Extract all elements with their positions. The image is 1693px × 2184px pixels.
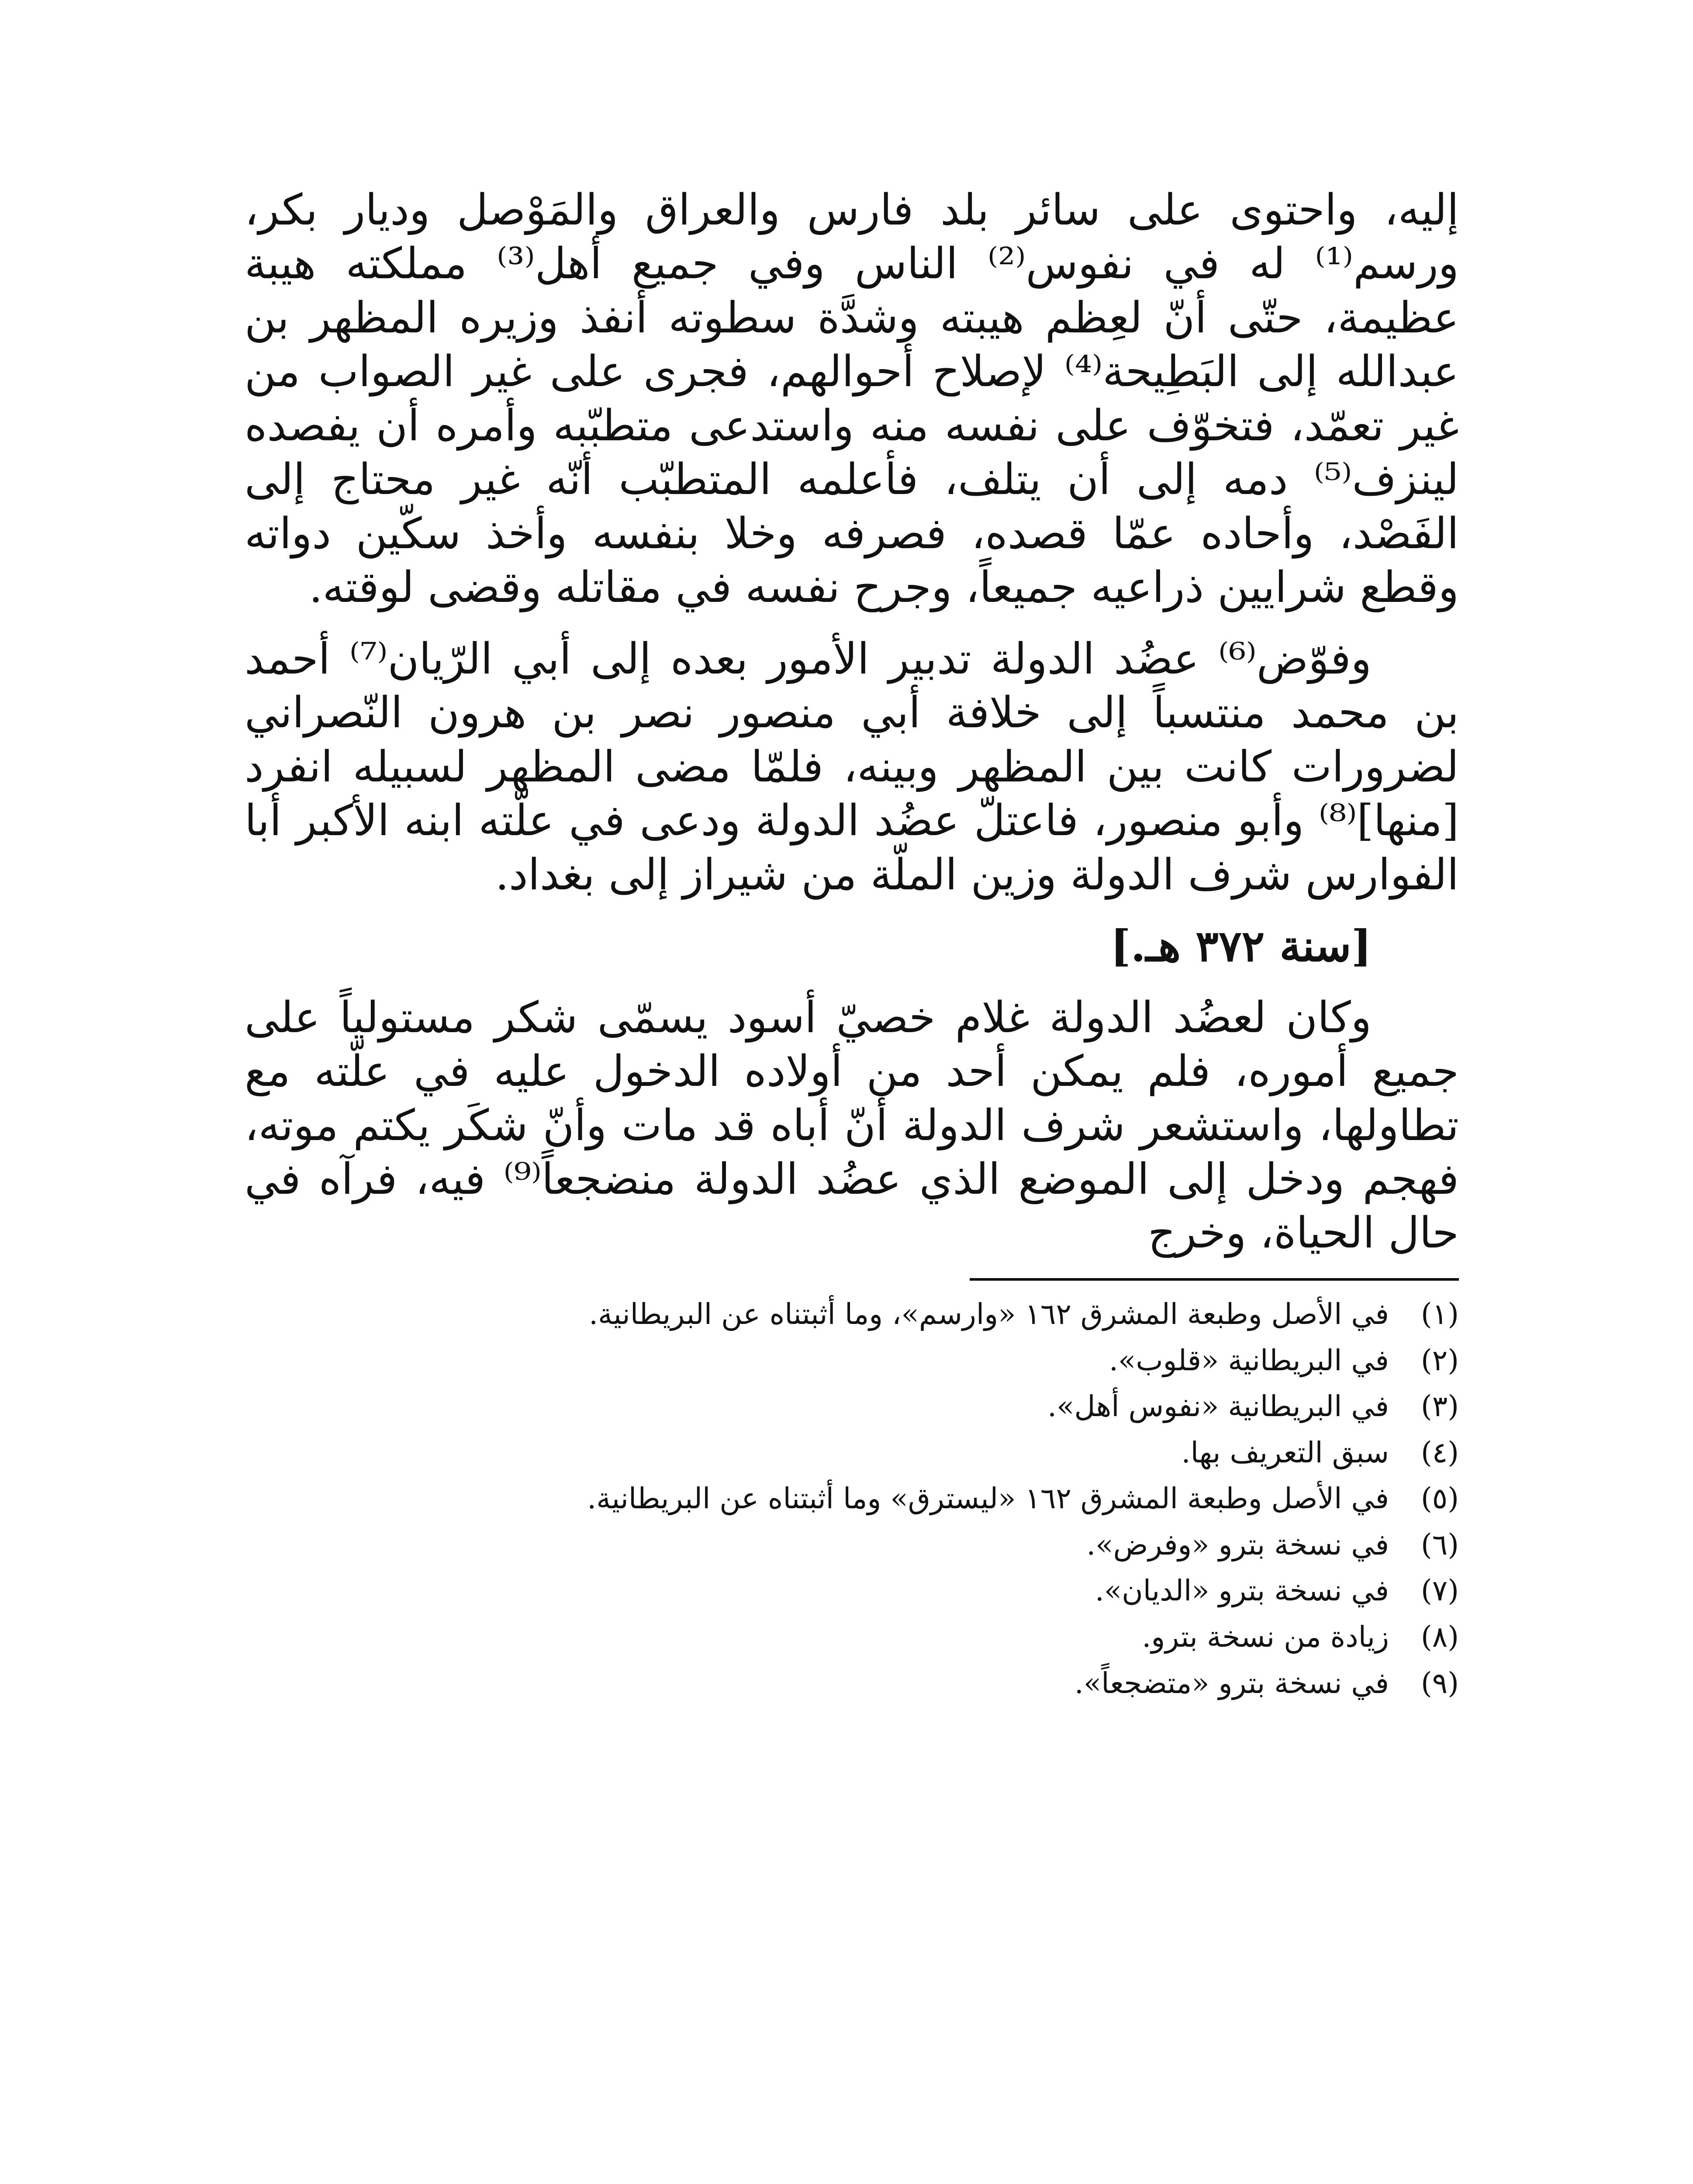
footnote-number: (٤) <box>1421 1435 1459 1469</box>
footnote-number: (٦) <box>1421 1527 1459 1562</box>
year-heading: [سنة ٣٧٢ هـ.] <box>1110 921 1372 972</box>
footnote-item <box>245 1337 1459 1384</box>
footnote-number: (٢) <box>1421 1343 1459 1377</box>
footnote-text: سبق التعريف بها. <box>1181 1435 1389 1469</box>
footnote-text: في نسخة بترو «الديان». <box>1095 1574 1389 1608</box>
footnotes <box>245 1291 1459 1706</box>
footnote-number: (١) <box>1421 1297 1459 1331</box>
paragraph-1: إليه، واحتوى على سائر بلد فارس والعراق والمَوْصل وديار بكر، ورسم⁽¹⁾ له في نفوس⁽²⁾ الناس وفي جميع أهل⁽³⁾ مملكته هيبة عظيمة، حتّى أنّ لعِظم هيبته وشدَّة سطوته أنفذ وزيره المظهر بن عبدالله إلى البَطِيحة⁽⁴⁾ لإصلاح أحوالهم، فجرى على غير الصواب من غير تعمّد، فتخوّف على نفسه منه واستدعى متطبّبه وأمره أن يفصده لينزف⁽⁵⁾ دمه إلى أن يتلف، فأعلمه المتطبّب أنّه غير محتاج إلى الفَصْد، وأحاده عمّا قصده، فصرفه وخلا بنفسه وأخذ سكّين دواته وقطع شرايين ذراعيه جميعاً، وجرح نفسه في مقاتله وقضى لوقته. <box>245 185 1459 613</box>
footnote-text: زيادة من نسخة بترو. <box>1142 1620 1389 1654</box>
footnote-text: في الأصل وطبعة المشرق ١٦٢ «ليسترق» وما أثبتناه عن البريطانية. <box>587 1482 1389 1516</box>
footnote-number: (٥) <box>1421 1482 1459 1516</box>
footnote-item <box>245 1660 1459 1707</box>
footnote-separator <box>970 1278 1459 1281</box>
footnote-item <box>245 1614 1459 1660</box>
footnote-item <box>245 1476 1459 1522</box>
document-page <box>245 183 1459 2184</box>
paragraph-3: وكان لعضُد الدولة غلام خصيّ أسود يسمّى شكر مستولياً على جميع أموره، فلم يمكن أحد من أولاده الدخول عليه في علّته مع تطاولها، واستشعر شرف الدولة أنّ أباه قد مات وأنّ شكَر يكتم موته، فهجم ودخل إلى الموضع الذي عضُد الدولة منضجعاً⁽⁹⁾ فيه، فرآه في حال الحياة، وخرج <box>245 992 1459 1258</box>
footnote-number: (٨) <box>1421 1620 1459 1654</box>
paragraph-2: وفوّض⁽⁶⁾ عضُد الدولة تدبير الأمور بعده إلى أبي الرّيان⁽⁷⁾ أحمد بن محمد منتسباً إلى خلافة أبي منصور نصر بن هرون النّصراني لضرورات كانت بين المظهر وبينه، فلمّا مضى المظهر لسبيله انفرد [منها]⁽⁸⁾ وأبو منصور، فاعتلّ عضُد الدولة ودعى في علّته ابنه الأكبر أبا الفوارس شرف الدولة وزين الملّة من شيراز إلى بغداد. <box>245 634 1459 900</box>
footnote-text: في نسخة بترو «وفرض». <box>1086 1527 1389 1562</box>
footnote-item <box>245 1383 1459 1430</box>
footnote-number: (٣) <box>1421 1389 1459 1424</box>
footnote-text: في الأصل وطبعة المشرق ١٦٢ «وارسم»، وما أثبتناه عن البريطانية. <box>589 1297 1389 1331</box>
footnote-item <box>245 1568 1459 1614</box>
footnote-text: في نسخة بترو «متضجعاً». <box>1074 1666 1389 1700</box>
footnote-number: (٧) <box>1421 1574 1459 1608</box>
footnote-text: في البريطانية «نفوس أهل». <box>1047 1389 1389 1424</box>
footnote-item <box>245 1430 1459 1476</box>
footnote-text: في البريطانية «قلوب». <box>1109 1343 1389 1377</box>
main-text <box>245 183 1459 1261</box>
footnote-item <box>245 1522 1459 1568</box>
footnote-item <box>245 1291 1459 1337</box>
footnote-number: (٩) <box>1421 1666 1459 1700</box>
